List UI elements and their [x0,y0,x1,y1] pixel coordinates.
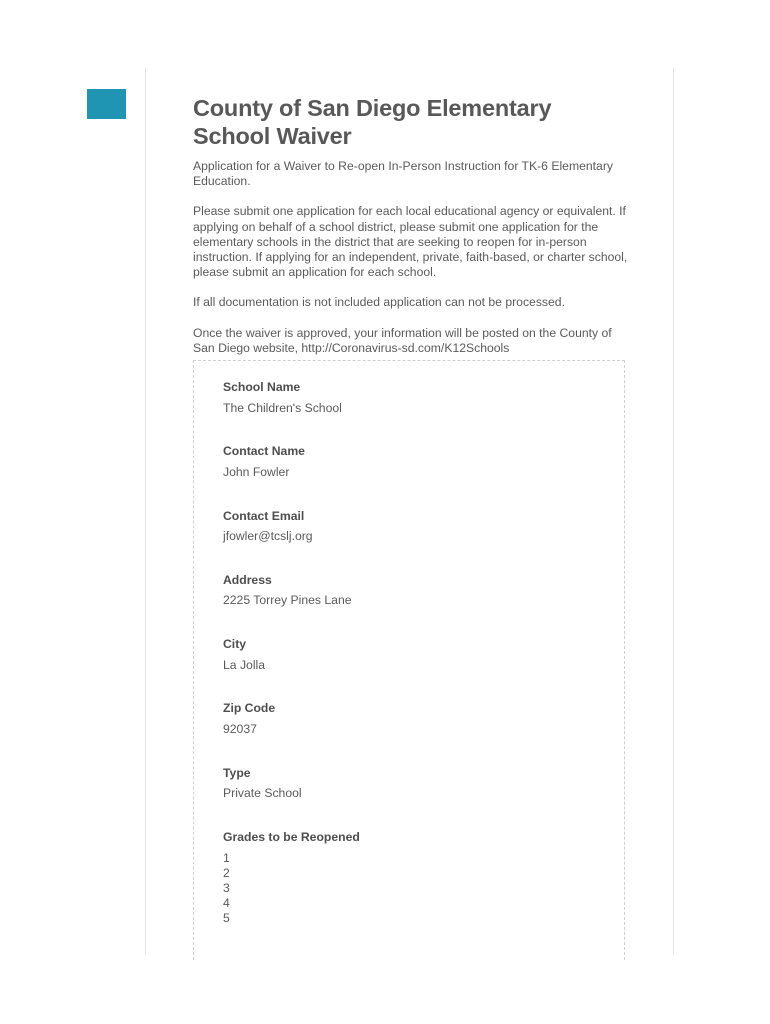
field-zip-code [223,700,603,764]
field-city [223,636,603,700]
subtitle: Application for a Waiver to Re-open In-Person Instruction for TK-6 Elementary Education. [193,159,613,189]
field-label: School Name [223,380,301,394]
form-fields [223,379,603,926]
website-note: Once the waiver is approved, your information will be posted on the County of San Diego website, http://Coronavirus-sd.com/K12Schools [193,325,612,355]
grade-item: 3 [223,880,230,895]
field-type [223,765,603,829]
field-value: 92037 [223,721,257,736]
field-contact-email [223,508,603,572]
accent-square [87,89,126,119]
field-label: City [223,637,247,652]
field-value: jfowler@tcslj.org [223,529,313,544]
grade-item: 1 [223,850,230,865]
field-school-name [223,379,603,443]
field-value: Private School [223,786,302,801]
form-box [193,360,625,960]
field-label: Zip Code [223,701,276,716]
left-border-line [145,68,146,955]
field-value: 2225 Torrey Pines Lane [223,593,352,608]
field-label: Contact Email [223,508,305,523]
field-grades [223,829,603,926]
page-title: County of San Diego Elementary School Waiver [193,95,552,149]
grade-item: 2 [223,865,230,880]
grade-item: 5 [223,910,230,925]
documentation-note: If all documentation is not included application can not be processed. [193,295,565,310]
document-header [193,94,633,356]
field-value: La Jolla [223,657,266,672]
field-contact-name [223,443,603,507]
field-label: Contact Name [223,444,305,459]
instructions-paragraph: Please submit one application for each local educational agency or equivalent. If applying on behalf of a school district, please submit one application for the elementary schools in the district that are seeking to reopen for in-person instruction. If applying for an independent, private, faith-based, or charter school, please submit an application for each school. [193,204,628,280]
field-address [223,572,603,636]
field-label: Type [223,765,251,780]
field-value: John Fowler [223,464,290,479]
grades-list [223,851,603,926]
grade-item: 4 [223,895,230,910]
field-value: The Children's School [223,400,342,415]
field-label: Address [223,572,272,587]
right-border-line [673,68,674,955]
field-label: Grades to be Reopened [223,830,360,845]
